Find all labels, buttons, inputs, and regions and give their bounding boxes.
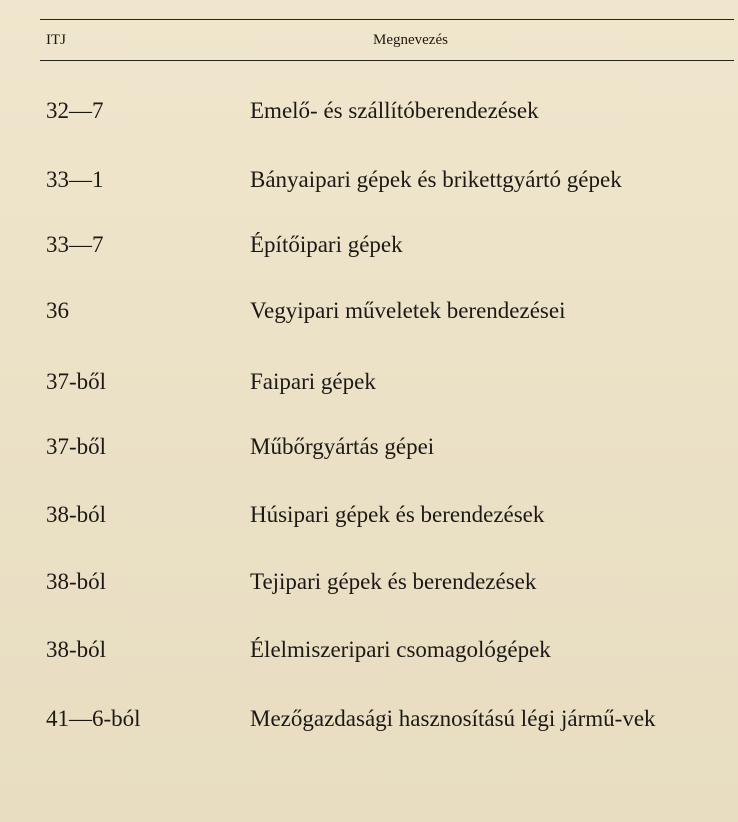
row-name: Vegyipari műveletek berendezései	[250, 298, 566, 323]
row-name: Tejipari gépek és berendezések	[250, 569, 537, 594]
row-code: 37-ből	[46, 434, 107, 459]
row-code: 41—6-ból	[46, 706, 141, 731]
row-name: Élelmiszeripari csomagológépek	[250, 637, 551, 662]
row-code: 38-ból	[46, 502, 107, 527]
row-name: Műbőrgyártás gépei	[250, 434, 435, 459]
column-header-megnevezes: Megnevezés	[373, 32, 448, 48]
row-code: 38-ból	[46, 569, 107, 594]
row-name: Bányaipari gépek és brikettgyártó gépek	[250, 167, 622, 192]
row-code: 38-ból	[46, 637, 107, 662]
row-code: 32—7	[46, 98, 104, 123]
row-code: 33—7	[46, 232, 104, 257]
row-code: 36	[46, 298, 69, 323]
row-name: Építőipari gépek	[250, 232, 403, 257]
row-code: 33—1	[46, 167, 104, 192]
row-code: 37-ből	[46, 369, 107, 394]
table-top-rule	[40, 19, 734, 20]
row-name: Húsipari gépek és berendezések	[250, 502, 545, 527]
row-name: Mezőgazdasági hasznosítású légi jármű-vek	[250, 706, 656, 731]
column-header-itj: ITJ	[46, 32, 66, 48]
row-name: Emelő- és szállítóberendezések	[250, 98, 539, 123]
header-rule	[40, 60, 734, 61]
row-name: Faipari gépek	[250, 369, 376, 394]
